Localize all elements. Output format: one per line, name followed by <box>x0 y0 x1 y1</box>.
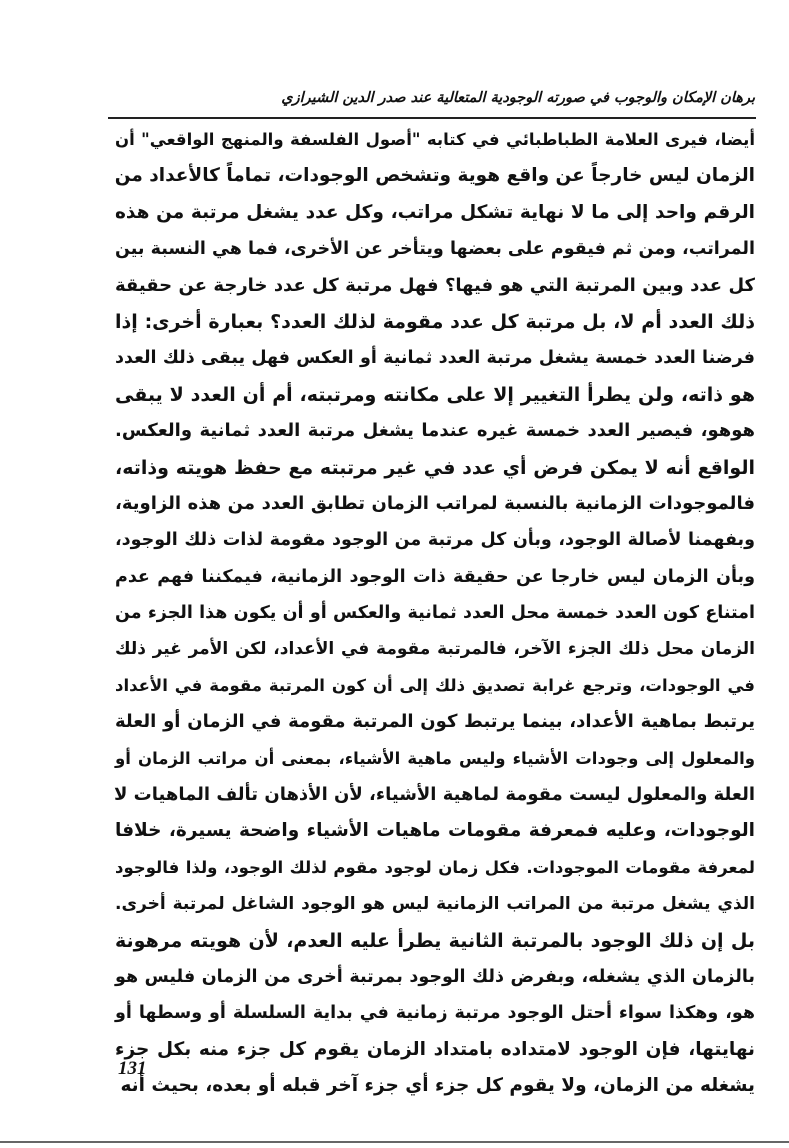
text-line: والمعلول إلى وجودات الأشياء وليس ماهية الأشياء، بمعنى أن مراتب الزمان أو <box>115 748 755 768</box>
text-line: وبفهمنا لأصالة الوجود، وبأن كل مرتبة من الوجود مقومة لذات ذلك الوجود، <box>115 530 755 551</box>
page-number: 131 <box>118 1058 147 1079</box>
text-line: الرقم واحد إلى ما لا نهاية تشكل مراتب، وكل عدد يشغل مرتبة من هذه <box>115 201 755 223</box>
text-line: يرتبط بماهية الأعداد، بينما يرتبط كون المرتبة مقومة في الزمان أو العلة <box>115 711 755 733</box>
text-line: الوجودات، وعليه فمعرفة مقومات ماهيات الأشياء واضحة يسيرة، خلافا <box>115 820 755 842</box>
text-line: وبأن الزمان ليس خارجا عن حقيقة ذات الوجود الزمانية، فيمكننا فهم عدم <box>115 566 755 587</box>
text-line: كل عدد وبين المرتبة التي هو فيها؟ فهل مرتبة كل عدد خارجة عن حقيقة <box>115 274 755 296</box>
text-line: ذلك العدد أم لا، بل مرتبة كل عدد مقومة لذلك العدد؟ بعبارة أخرى: إذا <box>115 310 755 333</box>
text-line: بل إن ذلك الوجود بالمرتبة الثانية يطرأ عليه العدم، لأن هويته مرهونة <box>115 929 755 952</box>
text-line: الواقع أنه لا يمكن فرض أي عدد في غير مرتبته مع حفظ هويته وذاته، <box>115 456 755 479</box>
text-line: في الوجودات، وترجع غرابة تصديق ذلك إلى أن كون المرتبة مقومة في الأعداد <box>115 675 755 695</box>
text-line: امتناع كون العدد خمسة محل العدد ثمانية والعكس أو أن يكون هذا الجزء من <box>115 603 755 624</box>
text-line: الزمان محل ذلك الجزء الآخر، فالمرتبة مقومة في الأعداد، لكن الأمر غير ذلك <box>115 639 755 660</box>
text-line: نهايتها، فإن الوجود لامتداده بامتداد الزمان يقوم كل جزء منه بكل جزء <box>115 1038 755 1060</box>
header-divider <box>108 117 756 119</box>
text-line: يشغله من الزمان، ولا يقوم كل جزء أي جزء آخر قبله أو بعده، بحيث أنه <box>120 1075 755 1097</box>
text-line: الذي يشغل مرتبة من المراتب الزمانية ليس هو الوجود الشاغل لمرتبة أخرى. <box>115 894 755 915</box>
running-header-title: برهان الإمكان والوجوب في صورته الوجودية المتعالية عند صدر الدين الشيرازي <box>281 89 755 106</box>
text-line: المراتب، ومن ثم فيقوم على بعضها ويتأخر عن الأخرى، فما هي النسبة بين <box>115 239 755 260</box>
page-bottom-edge <box>0 1141 789 1143</box>
text-line: لمعرفة مقومات الموجودات. فكل زمان لوجود مقوم لذلك الوجود، ولذا فالوجود <box>115 857 755 877</box>
text-line: العلة والمعلول ليست مقومة لماهية الأشياء، لأن الأذهان تألف الماهيات لا <box>113 784 755 806</box>
body-paragraph <box>115 122 755 1105</box>
text-line: هوهو، فيصير العدد خمسة غيره عندما يشغل مرتبة العدد ثمانية والعكس. <box>115 420 755 442</box>
text-line: فرضنا العدد خمسة يشغل مرتبة العدد ثمانية أو العكس فهل يبقى ذلك العدد <box>115 348 755 369</box>
text-line: فالموجودات الزمانية بالنسبة لمراتب الزمان تطابق العدد من هذه الزاوية، <box>115 492 755 514</box>
text-line: أيضا، فيرى العلامة الطباطبائي في كتابه "أصول الفلسفة والمنهج الواقعي" أن <box>115 130 755 149</box>
text-line: الزمان ليس خارجاً عن واقع هوية وتشخص الوجودات، تماماً كالأعداد من <box>114 165 755 187</box>
text-line: هو، وهكذا سواء أحتل الوجود مرتبة زمانية في بداية السلسلة أو وسطها أو <box>115 1003 755 1024</box>
text-line: هو ذاته، ولن يطرأ التغيير إلا على مكانته ومرتبته، أم أن العدد لا يبقى <box>115 383 755 406</box>
text-line: بالزمان الذي يشغله، وبفرض ذلك الوجود بمرتبة أخرى من الزمان فليس هو <box>115 966 755 987</box>
